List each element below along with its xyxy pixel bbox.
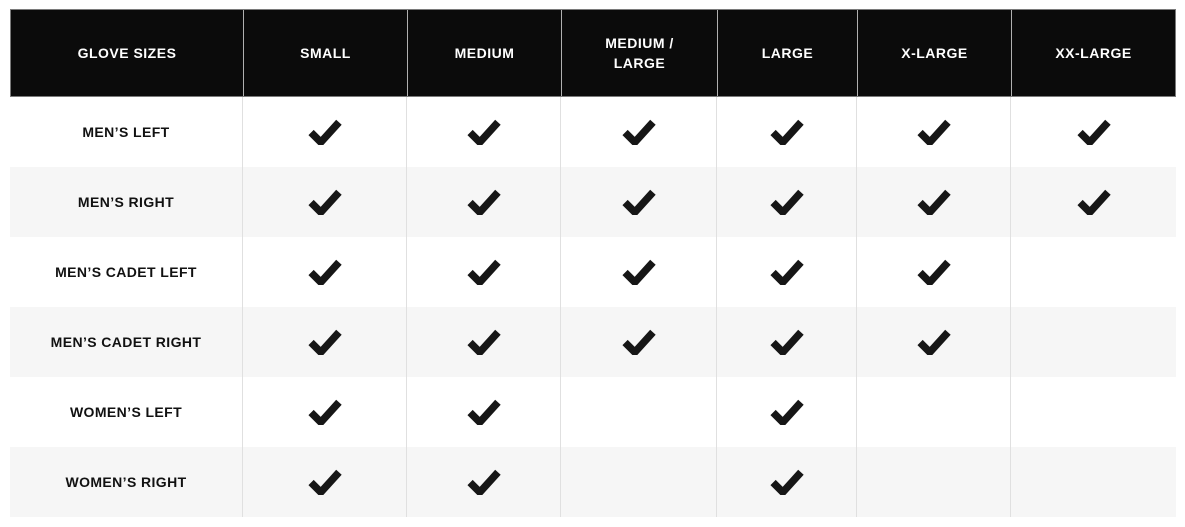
availability-cell-available bbox=[407, 97, 561, 167]
check-icon bbox=[770, 259, 804, 285]
availability-cell-available bbox=[561, 307, 717, 377]
check-icon bbox=[622, 119, 656, 145]
check-icon bbox=[917, 259, 951, 285]
availability-cell-available bbox=[717, 237, 857, 307]
check-icon bbox=[467, 469, 501, 495]
row-label-cell bbox=[10, 377, 243, 447]
check-icon bbox=[308, 469, 342, 495]
check-icon bbox=[917, 119, 951, 145]
availability-cell-available bbox=[407, 237, 561, 307]
availability-cell-available bbox=[407, 377, 561, 447]
column-header: MEDIUM / LARGE bbox=[562, 10, 718, 96]
row-label-cell bbox=[10, 237, 243, 307]
availability-cell-available bbox=[717, 447, 857, 517]
row-label: MEN’S LEFT bbox=[82, 124, 170, 140]
availability-cell-available bbox=[717, 97, 857, 167]
availability-cell-empty bbox=[857, 377, 1011, 447]
availability-cell-available bbox=[561, 167, 717, 237]
availability-cell-available bbox=[243, 377, 407, 447]
row-label-cell bbox=[10, 167, 243, 237]
table-row bbox=[10, 167, 1176, 237]
table-row bbox=[10, 307, 1176, 377]
row-label: WOMEN’S LEFT bbox=[69, 404, 183, 420]
check-icon bbox=[622, 259, 656, 285]
check-icon bbox=[308, 329, 342, 355]
column-header: SMALL bbox=[244, 10, 408, 96]
row-label: MEN’S CADET RIGHT bbox=[50, 334, 202, 350]
availability-cell-available bbox=[1011, 167, 1176, 237]
availability-cell-available bbox=[561, 97, 717, 167]
availability-cell-available bbox=[407, 447, 561, 517]
availability-cell-available bbox=[407, 167, 561, 237]
availability-cell-available bbox=[243, 237, 407, 307]
glove-sizes-table bbox=[10, 9, 1176, 517]
check-icon bbox=[467, 399, 501, 425]
availability-cell-empty bbox=[1011, 447, 1176, 517]
check-icon bbox=[467, 329, 501, 355]
column-header: X-LARGE bbox=[858, 10, 1012, 96]
table-row bbox=[10, 377, 1176, 447]
availability-cell-available bbox=[857, 167, 1011, 237]
row-label-cell bbox=[10, 447, 243, 517]
check-icon bbox=[917, 189, 951, 215]
check-icon bbox=[622, 189, 656, 215]
check-icon bbox=[622, 329, 656, 355]
row-label-cell bbox=[10, 307, 243, 377]
row-label: MEN’S CADET LEFT bbox=[55, 264, 197, 280]
column-header: XX-LARGE bbox=[1055, 45, 1132, 61]
check-icon bbox=[308, 119, 342, 145]
check-icon bbox=[917, 329, 951, 355]
availability-cell-available bbox=[243, 167, 407, 237]
column-header: MEDIUM bbox=[408, 10, 562, 96]
check-icon bbox=[770, 119, 804, 145]
availability-cell-available bbox=[561, 237, 717, 307]
table-header-row bbox=[10, 9, 1176, 97]
column-header: LARGE bbox=[718, 10, 858, 96]
check-icon bbox=[770, 469, 804, 495]
availability-cell-available bbox=[717, 307, 857, 377]
row-label-cell bbox=[10, 97, 243, 167]
check-icon bbox=[1077, 119, 1111, 145]
availability-cell-empty bbox=[1011, 237, 1176, 307]
availability-cell-available bbox=[407, 307, 561, 377]
availability-cell-available bbox=[1011, 97, 1176, 167]
availability-cell-available bbox=[857, 97, 1011, 167]
table-row bbox=[10, 97, 1176, 167]
column-header-row-labels: GLOVE SIZES bbox=[11, 10, 244, 96]
check-icon bbox=[467, 119, 501, 145]
availability-cell-available bbox=[717, 167, 857, 237]
availability-cell-empty bbox=[1011, 307, 1176, 377]
check-icon bbox=[467, 259, 501, 285]
availability-cell-available bbox=[243, 447, 407, 517]
check-icon bbox=[770, 399, 804, 425]
availability-cell-empty bbox=[857, 447, 1011, 517]
availability-cell-available bbox=[857, 237, 1011, 307]
check-icon bbox=[308, 259, 342, 285]
availability-cell-available bbox=[717, 377, 857, 447]
check-icon bbox=[770, 189, 804, 215]
check-icon bbox=[308, 399, 342, 425]
availability-cell-empty bbox=[561, 377, 717, 447]
availability-cell-available bbox=[243, 307, 407, 377]
row-label: MEN’S RIGHT bbox=[77, 194, 175, 210]
check-icon bbox=[308, 189, 342, 215]
table-row bbox=[10, 237, 1176, 307]
availability-cell-empty bbox=[1011, 377, 1176, 447]
check-icon bbox=[770, 329, 804, 355]
availability-cell-available bbox=[857, 307, 1011, 377]
availability-cell-available bbox=[243, 97, 407, 167]
table-body bbox=[10, 97, 1176, 517]
row-label: WOMEN’S RIGHT bbox=[65, 474, 187, 490]
table-row bbox=[10, 447, 1176, 517]
availability-cell-empty bbox=[561, 447, 717, 517]
check-icon bbox=[467, 189, 501, 215]
check-icon bbox=[1077, 189, 1111, 215]
